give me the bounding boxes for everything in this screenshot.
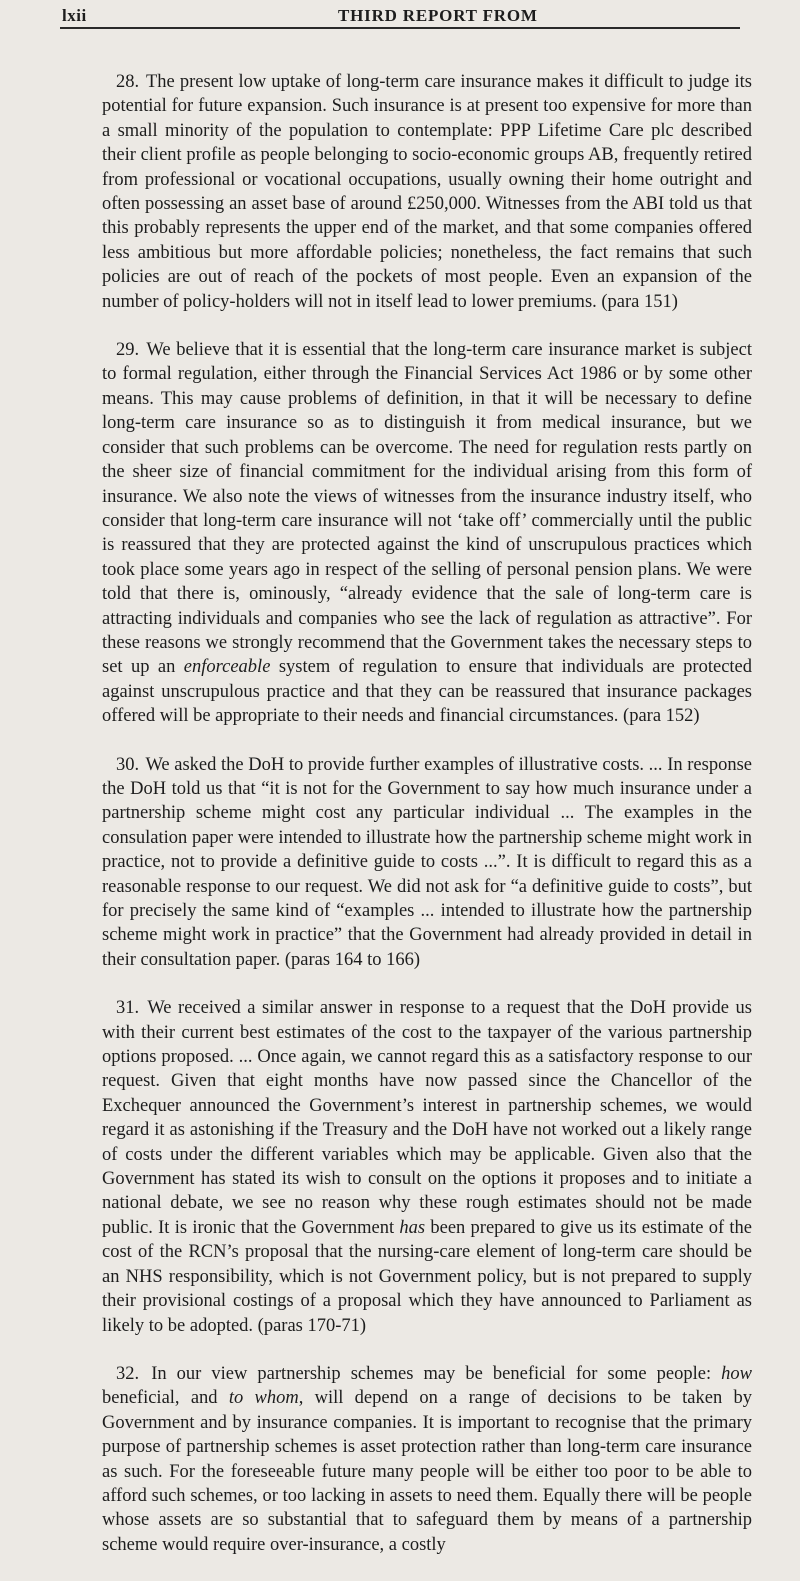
- emphasis-text: to whom: [228, 1388, 299, 1409]
- running-head: [0, 6, 800, 28]
- paragraph-text: , will depend on a range of decisions to be taken by Government and by insurance companies. It is important to recognise that the primary purpose of partnership schemes is asset protection rather than long-term care insurance as such. For the foreseeable future many people will be either too poor to be able to afford such schemes, or too lacking in assets to need them. Equally there will be people whose assets are so substantial that to safeguard them by means of a partnership scheme would require over-insurance, a costly: [102, 1388, 753, 1555]
- paragraph-30: [102, 753, 752, 973]
- page-number: lxii: [62, 6, 87, 25]
- paragraph-28: [102, 70, 752, 314]
- paragraph-text: been prepared to give us its estimate of the cost of the RCN’s proposal that the nursing-care element of long-term care should be an NHS responsibility, which is not Government policy, but is not prepared to supply their provisional costings of a proposal which they have announced to Parliament as likely to be adopted. (paras 170-71): [102, 1217, 752, 1336]
- running-title: THIRD REPORT FROM: [338, 6, 538, 25]
- header-rule: [60, 27, 740, 29]
- paragraph-text: The present low uptake of long-term care insurance makes it difficult to judge its potential for future expansion. Such insurance is at present too expensive for more than a small minority of the population to contemplate: PPP Lifetime Care plc described their client profile as people belonging to socio-economic groups AB, frequently retired from professional or vocational occupations, usually owning their home outright and often possessing an asset base of around £250,000. Witnesses from the ABI told us that this probably represents the upper end of the market, and that some companies offered less ambitious but more affordable policies; nonetheless, the fact remains that such policies are out of reach of the pockets of most people. Even an expansion of the number of policy-holders will not in itself lead to lower premiums. (para 151): [102, 72, 752, 312]
- paragraph-text: beneficial, and: [102, 1388, 229, 1409]
- paragraph-text: In our view partnership schemes may be beneficial for some people:: [151, 1363, 722, 1384]
- paragraph-31: [102, 996, 752, 1338]
- paragraph-text: system of regulation to ensure that individuals are protected against unscrupulous practice and that they can be reassured that insurance packages offered will be appropriate to their needs and financial circumstances. (para 152): [102, 657, 753, 727]
- paragraph-number: 32.: [116, 1363, 140, 1384]
- paragraph-number: 28.: [116, 72, 140, 92]
- paragraph-32: [102, 1362, 752, 1557]
- emphasis-text: enforceable: [183, 657, 271, 678]
- emphasis-text: how: [721, 1363, 753, 1384]
- paragraph-text: We believe that it is essential that the long-term care insurance market is subject to formal regulation, either through the Financial Services Act 1986 or by some other means. This may cause problems of definition, in that it will be necessary to define long-term care insurance so as to distinguish it from medical insurance, but we consider that such problems can be overcome. The need for regulation rests partly on the sheer size of financial commitment for the individual arising from this form of insurance. We also note the views of witnesses from the insurance industry itself, who consider that long-term care insurance will not ‘take off’ commercially until the public is reassured that they are protected against the kind of unscrupulous practices which took place some years ago in respect of the selling of personal pension plans. We were told that there is, ominously, “already evidence that the sale of long-term care is attracting individuals and companies who see the lack of regulation as attractive”. For these reasons we strongly recommend that the Government takes the necessary steps to set up an: [102, 340, 752, 678]
- paragraph-number: 31.: [116, 998, 140, 1019]
- paragraph-29: [102, 338, 752, 729]
- paragraph-text: We received a similar answer in response to a request that the DoH provide us with their current best estimates of the cost to the taxpayer of the various partnership options proposed. ... Once again, we cannot regard this as a satisfactory response to our request. Given that eight months have now passed since the Chancellor of the Exchequer announced the Government’s interest in partnership schemes, we would regard it as astonishing if the Treasury and the DoH have not worked out a likely range of costs under the different variables which may be applicable. Given also that the Government has stated its wish to consult on the options it proposes and to initiate a national debate, we see no reason why these rough estimates should not be made public. It is ironic that the Government: [102, 998, 752, 1238]
- paragraph-text: We asked the DoH to provide further examples of illustrative costs. ... In response the DoH told us that “it is not for the Government to say how much insurance under a partnership scheme might cost any particular individual ... The examples in the consulation paper were intended to illustrate how the partnership scheme might work in practice, not to provide a definitive guide to costs ...”. It is difficult to regard this as a reasonable response to our request. We did not ask for “a definitive guide to costs”, but for precisely the same kind of “examples ... intended to illustrate how the partnership scheme might work in practice” that the Government had already provided in detail in their consultation paper. (paras 164 to 166): [102, 754, 752, 970]
- paragraph-number: 29.: [116, 340, 140, 361]
- paragraph-number: 30.: [116, 754, 140, 775]
- emphasis-text: has: [399, 1217, 426, 1238]
- body-text: [102, 70, 752, 1581]
